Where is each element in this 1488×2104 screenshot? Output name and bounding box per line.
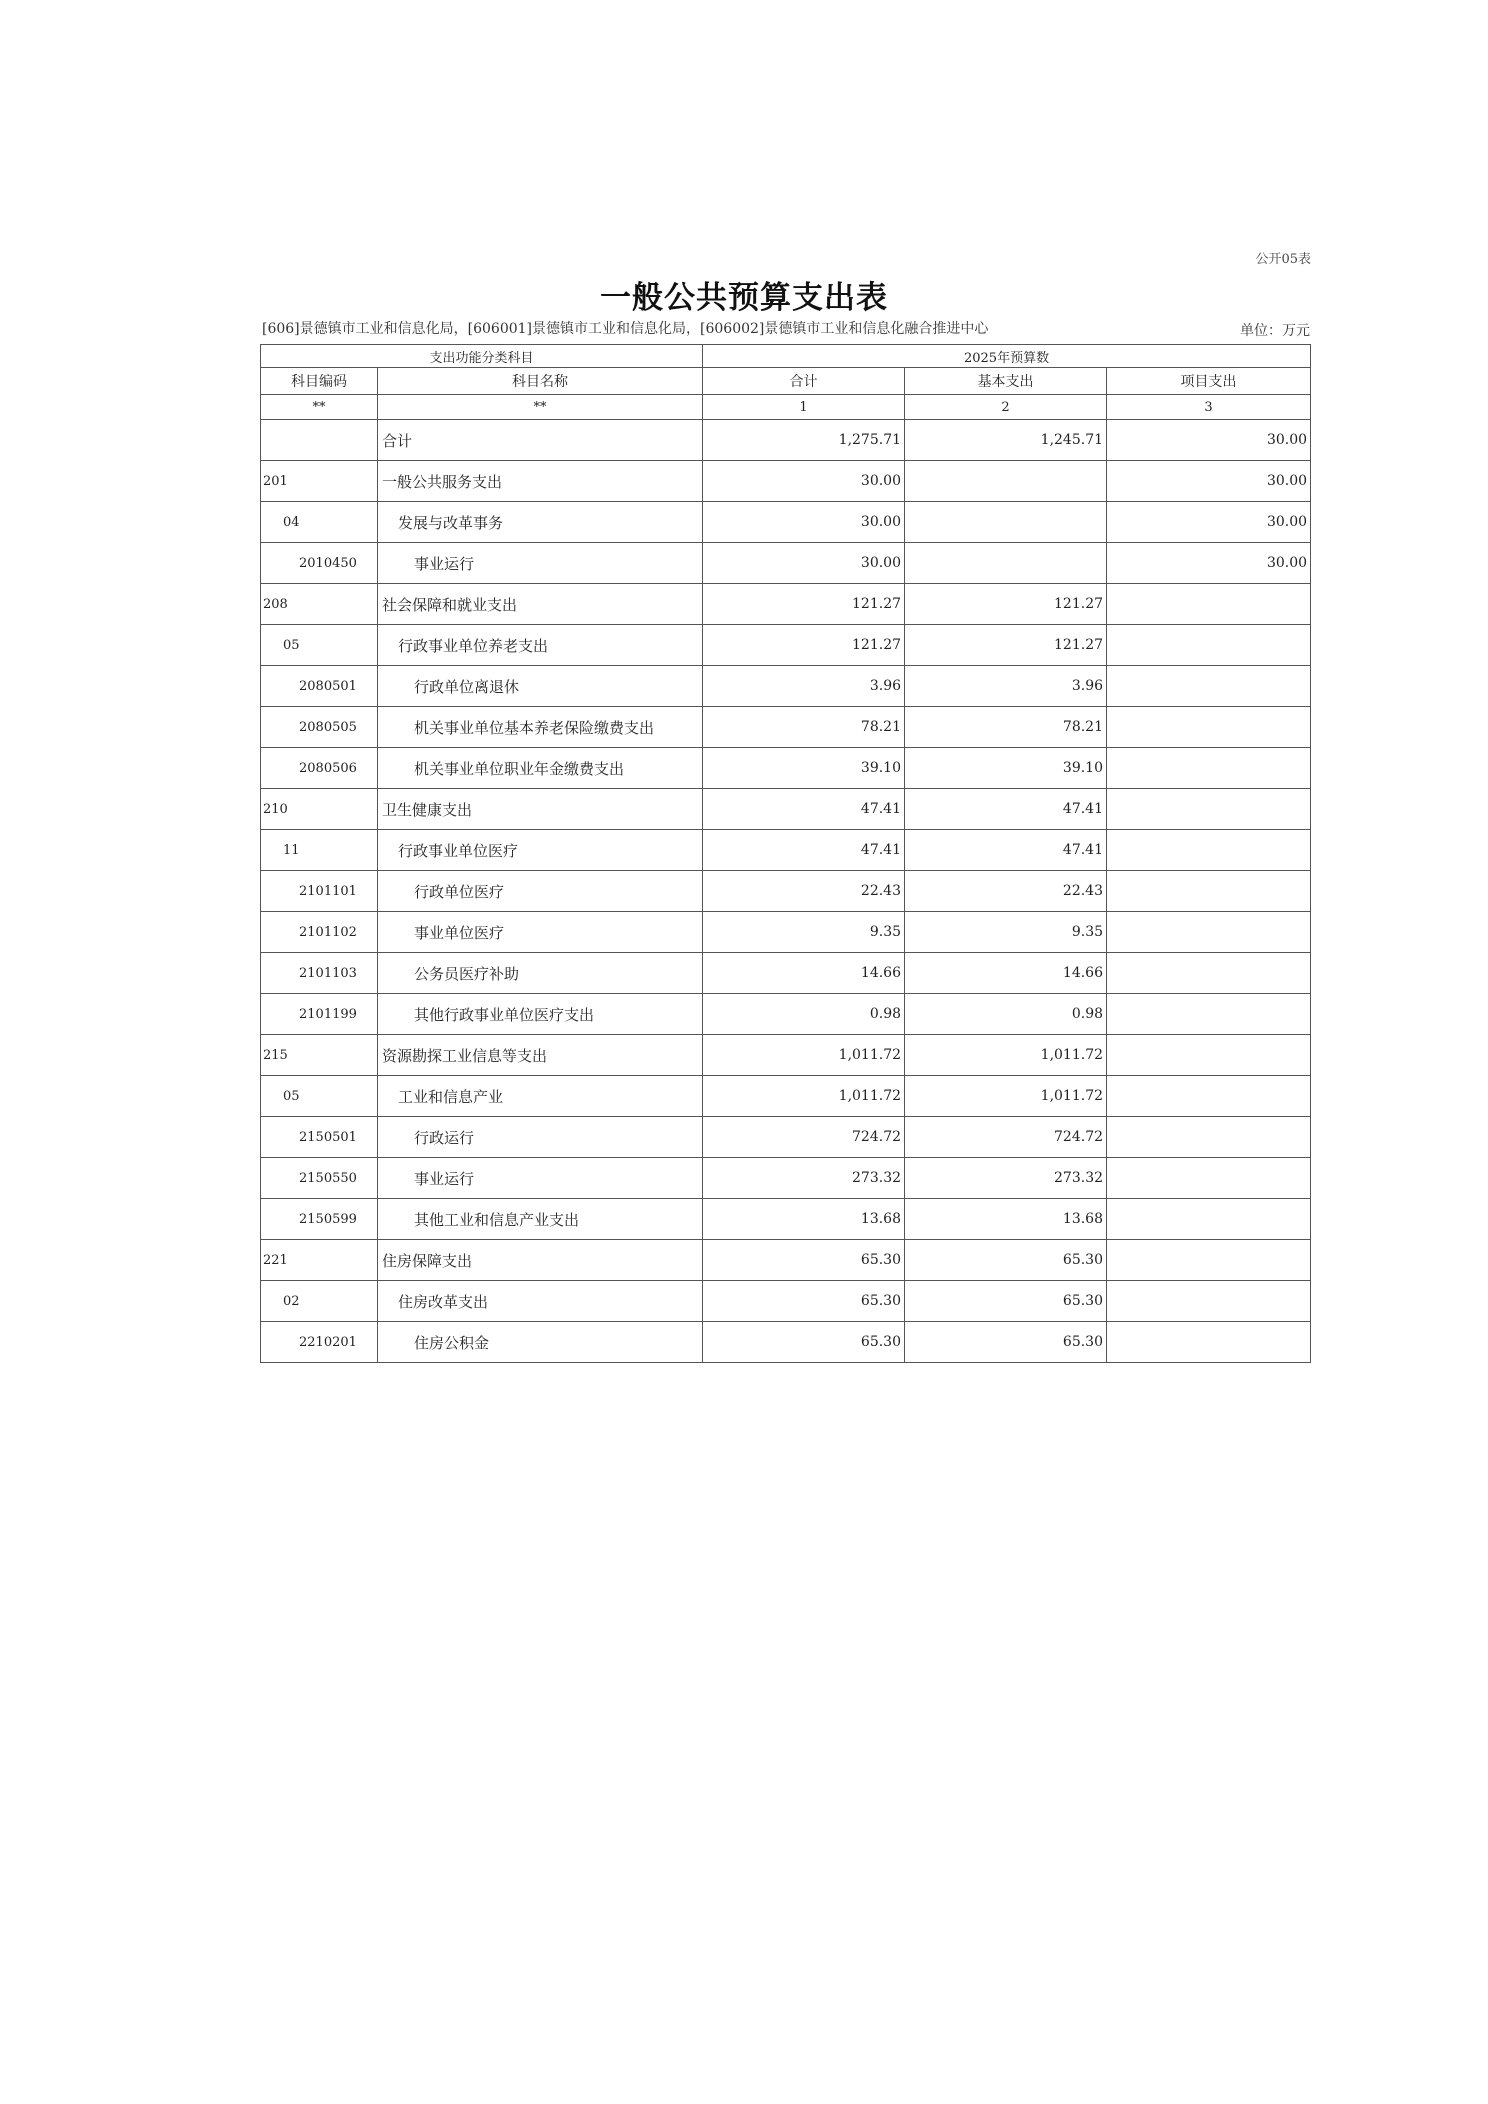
row-project: 30.00: [1107, 420, 1311, 461]
row-basic: [905, 461, 1107, 502]
row-project: [1107, 994, 1311, 1035]
row-name: 社会保障和就业支出: [378, 584, 703, 625]
row-name: 事业单位医疗: [378, 912, 703, 953]
row-name: 其他工业和信息产业支出: [378, 1199, 703, 1240]
row-name: 其他行政事业单位医疗支出: [378, 994, 703, 1035]
row-basic: 1,011.72: [905, 1076, 1107, 1117]
row-code: 2150599: [261, 1199, 378, 1240]
row-name: 行政单位医疗: [378, 871, 703, 912]
row-project: 30.00: [1107, 461, 1311, 502]
index-total: 1: [703, 395, 905, 420]
row-code: 221: [261, 1240, 378, 1281]
table-row: [261, 1076, 1311, 1117]
row-code: 2210201: [261, 1322, 378, 1363]
form-number: 公开05表: [1255, 252, 1311, 267]
row-project: [1107, 1035, 1311, 1076]
row-total: 39.10: [703, 748, 905, 789]
row-name: 行政事业单位医疗: [378, 830, 703, 871]
row-code: 2101103: [261, 953, 378, 994]
row-project: [1107, 1322, 1311, 1363]
row-basic: 0.98: [905, 994, 1107, 1035]
row-basic: 13.68: [905, 1199, 1107, 1240]
row-total: 9.35: [703, 912, 905, 953]
table-row: [261, 1035, 1311, 1076]
row-project: [1107, 625, 1311, 666]
header-basic: 基本支出: [905, 368, 1107, 395]
row-total: 30.00: [703, 461, 905, 502]
row-total: 121.27: [703, 625, 905, 666]
row-basic: 47.41: [905, 830, 1107, 871]
row-code: 04: [261, 502, 378, 543]
row-basic: 14.66: [905, 953, 1107, 994]
table-row: [261, 994, 1311, 1035]
row-basic: 78.21: [905, 707, 1107, 748]
row-name: 行政运行: [378, 1117, 703, 1158]
row-code: 208: [261, 584, 378, 625]
row-basic: 121.27: [905, 625, 1107, 666]
row-name: 一般公共服务支出: [378, 461, 703, 502]
row-total: 273.32: [703, 1158, 905, 1199]
table-row: [261, 707, 1311, 748]
row-project: [1107, 707, 1311, 748]
row-name: 住房公积金: [378, 1322, 703, 1363]
row-code: 05: [261, 1076, 378, 1117]
row-project: [1107, 1281, 1311, 1322]
row-project: [1107, 1117, 1311, 1158]
row-project: [1107, 666, 1311, 707]
row-basic: 1,245.71: [905, 420, 1107, 461]
table-row: [261, 953, 1311, 994]
row-total: 30.00: [703, 502, 905, 543]
row-basic: 121.27: [905, 584, 1107, 625]
table-row: [261, 666, 1311, 707]
row-project: [1107, 1076, 1311, 1117]
header-index-row: [261, 395, 1311, 420]
row-project: [1107, 871, 1311, 912]
table-row: [261, 502, 1311, 543]
row-code: 2080501: [261, 666, 378, 707]
row-basic: 3.96: [905, 666, 1107, 707]
row-total: 724.72: [703, 1117, 905, 1158]
row-name: 行政单位离退休: [378, 666, 703, 707]
row-name: 机关事业单位职业年金缴费支出: [378, 748, 703, 789]
row-total: 1,011.72: [703, 1076, 905, 1117]
row-basic: 39.10: [905, 748, 1107, 789]
table-body: [261, 420, 1311, 1363]
row-total: 121.27: [703, 584, 905, 625]
row-code: 215: [261, 1035, 378, 1076]
table-row: [261, 461, 1311, 502]
row-total: 22.43: [703, 871, 905, 912]
row-code: 2080505: [261, 707, 378, 748]
row-basic: 65.30: [905, 1240, 1107, 1281]
row-total: 0.98: [703, 994, 905, 1035]
row-basic: [905, 543, 1107, 584]
unit-label: 单位：万元: [1240, 323, 1310, 339]
row-basic: 22.43: [905, 871, 1107, 912]
row-name: 事业运行: [378, 1158, 703, 1199]
table-row: [261, 1117, 1311, 1158]
row-name: 资源勘探工业信息等支出: [378, 1035, 703, 1076]
row-total: 14.66: [703, 953, 905, 994]
table-row: [261, 1322, 1311, 1363]
row-total: 65.30: [703, 1322, 905, 1363]
row-project: [1107, 1158, 1311, 1199]
row-code: 05: [261, 625, 378, 666]
row-total: 65.30: [703, 1240, 905, 1281]
table-row: [261, 871, 1311, 912]
row-code: 2150550: [261, 1158, 378, 1199]
index-basic: 2: [905, 395, 1107, 420]
row-name: 事业运行: [378, 543, 703, 584]
row-basic: 273.32: [905, 1158, 1107, 1199]
row-total: 13.68: [703, 1199, 905, 1240]
header-column-row: [261, 368, 1311, 395]
row-name: 发展与改革事务: [378, 502, 703, 543]
row-basic: 9.35: [905, 912, 1107, 953]
row-total: 47.41: [703, 789, 905, 830]
row-basic: 724.72: [905, 1117, 1107, 1158]
header-group-row: [261, 345, 1311, 368]
budget-table: [260, 344, 1311, 1363]
index-project: 3: [1107, 395, 1311, 420]
table-row: [261, 1281, 1311, 1322]
row-code: [261, 420, 378, 461]
row-project: [1107, 748, 1311, 789]
table-row: [261, 789, 1311, 830]
header-group-budget: 2025年预算数: [703, 345, 1311, 368]
header-name: 科目名称: [378, 368, 703, 395]
row-total: 1,011.72: [703, 1035, 905, 1076]
row-code: 201: [261, 461, 378, 502]
agency-line: [606]景德镇市工业和信息化局，[606001]景德镇市工业和信息化局，[606002]景德镇市工业和信息化融合推进中心: [262, 321, 989, 337]
row-project: 30.00: [1107, 543, 1311, 584]
row-name: 公务员医疗补助: [378, 953, 703, 994]
header-project: 项目支出: [1107, 368, 1311, 395]
row-basic: 1,011.72: [905, 1035, 1107, 1076]
row-basic: 65.30: [905, 1322, 1107, 1363]
row-project: [1107, 789, 1311, 830]
row-project: [1107, 912, 1311, 953]
row-total: 65.30: [703, 1281, 905, 1322]
table-row: [261, 584, 1311, 625]
row-name: 工业和信息产业: [378, 1076, 703, 1117]
header-code: 科目编码: [261, 368, 378, 395]
row-code: 2101199: [261, 994, 378, 1035]
table-row: [261, 420, 1311, 461]
table-row: [261, 830, 1311, 871]
row-basic: 47.41: [905, 789, 1107, 830]
table-row: [261, 1240, 1311, 1281]
table-row: [261, 748, 1311, 789]
row-code: 2101102: [261, 912, 378, 953]
row-total: 1,275.71: [703, 420, 905, 461]
row-project: 30.00: [1107, 502, 1311, 543]
row-code: 2150501: [261, 1117, 378, 1158]
row-total: 78.21: [703, 707, 905, 748]
row-name: 合计: [378, 420, 703, 461]
index-name: **: [378, 395, 703, 420]
row-name: 机关事业单位基本养老保险缴费支出: [378, 707, 703, 748]
row-code: 11: [261, 830, 378, 871]
row-total: 47.41: [703, 830, 905, 871]
index-code: **: [261, 395, 378, 420]
table-row: [261, 912, 1311, 953]
row-name: 行政事业单位养老支出: [378, 625, 703, 666]
row-name: 住房改革支出: [378, 1281, 703, 1322]
table-row: [261, 1158, 1311, 1199]
row-project: [1107, 830, 1311, 871]
header-total: 合计: [703, 368, 905, 395]
row-total: 3.96: [703, 666, 905, 707]
row-code: 2101101: [261, 871, 378, 912]
row-code: 210: [261, 789, 378, 830]
row-name: 住房保障支出: [378, 1240, 703, 1281]
row-basic: [905, 502, 1107, 543]
table-row: [261, 1199, 1311, 1240]
table-row: [261, 625, 1311, 666]
row-total: 30.00: [703, 543, 905, 584]
header-group-function: 支出功能分类科目: [261, 345, 703, 368]
row-project: [1107, 1240, 1311, 1281]
table-row: [261, 543, 1311, 584]
row-project: [1107, 1199, 1311, 1240]
page-title: 一般公共预算支出表: [600, 280, 888, 316]
row-name: 卫生健康支出: [378, 789, 703, 830]
row-code: 02: [261, 1281, 378, 1322]
row-basic: 65.30: [905, 1281, 1107, 1322]
row-project: [1107, 953, 1311, 994]
row-project: [1107, 584, 1311, 625]
row-code: 2080506: [261, 748, 378, 789]
row-code: 2010450: [261, 543, 378, 584]
